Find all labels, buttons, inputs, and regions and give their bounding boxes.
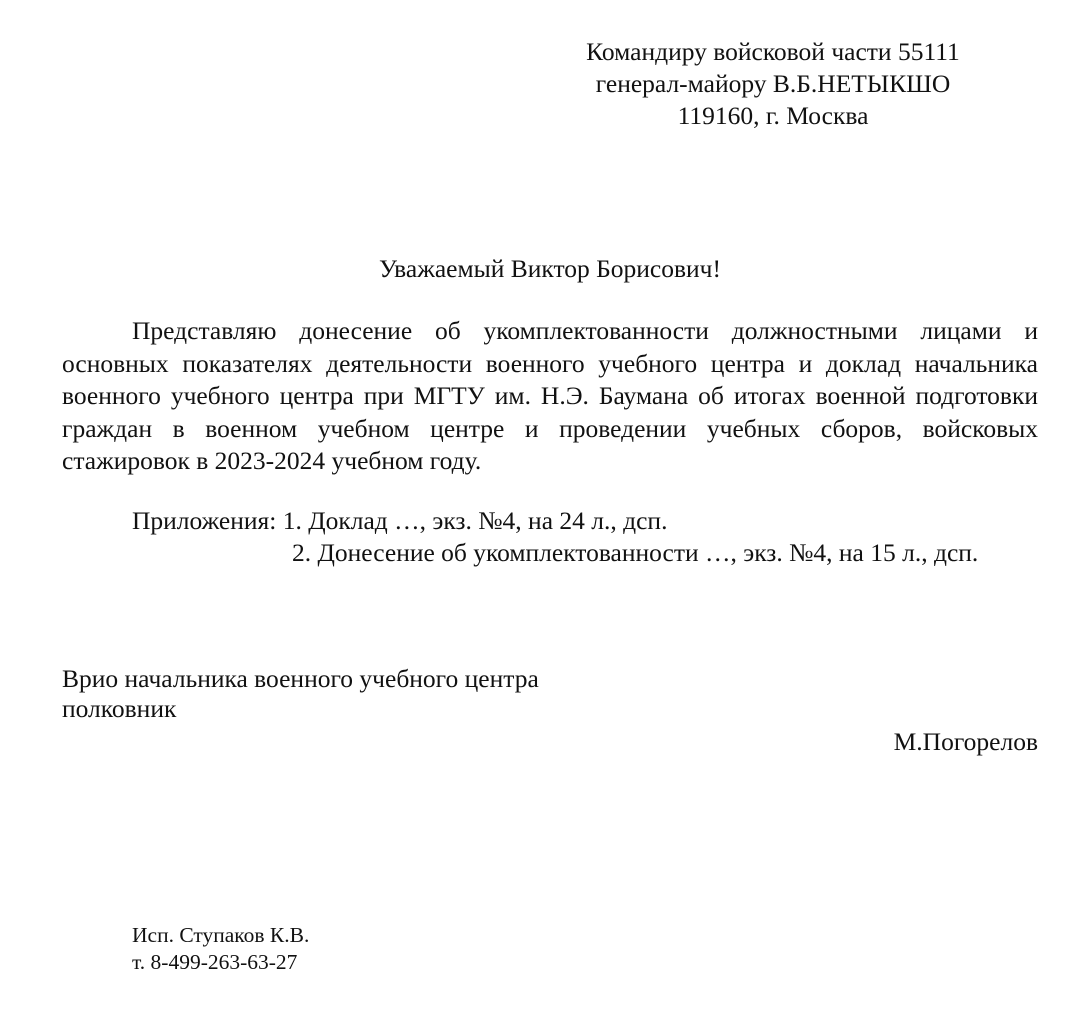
executor-phone: т. 8-499-263-63-27 <box>132 950 298 974</box>
attachment-item-2: 2. Донесение об укомплектованности …, экз. №4, на 15 л., дсп. <box>292 538 979 567</box>
signer-position: Врио начальника военного учебного центра <box>62 664 539 693</box>
executor-block <box>132 922 309 976</box>
salutation: Уважаемый Виктор Борисович! <box>379 254 721 283</box>
addressee-line-unit: Командиру войсковой части 55111 <box>586 37 960 66</box>
signature-block <box>62 664 1038 757</box>
signer-rank: полковник <box>62 694 177 723</box>
attachment-item-1: Приложения: 1. Доклад …, экз. №4, на 24 л., дсп. <box>132 506 668 535</box>
attachments-block <box>132 505 978 569</box>
signer-name: М.Погорелов <box>893 727 1038 756</box>
addressee-line-rank-name: генерал-майору В.Б.НЕТЫКШО <box>595 69 951 98</box>
executor-name: Исп. Ступаков К.В. <box>132 923 310 947</box>
addressee-block <box>560 36 986 132</box>
addressee-line-address: 119160, г. Москва <box>677 101 869 130</box>
letter-body-paragraph: Представляю донесение об укомплектованности должностными лицами и основных показателях деятельности военного учебного центра и доклад начальника военного учебного центра при МГТУ им. Н.Э. Баумана об итогах военной подготовки граждан в военном учебном центре и проведении учебных сборов, войсковых стажировок в 2023-2024 учебном году. <box>62 316 1038 475</box>
